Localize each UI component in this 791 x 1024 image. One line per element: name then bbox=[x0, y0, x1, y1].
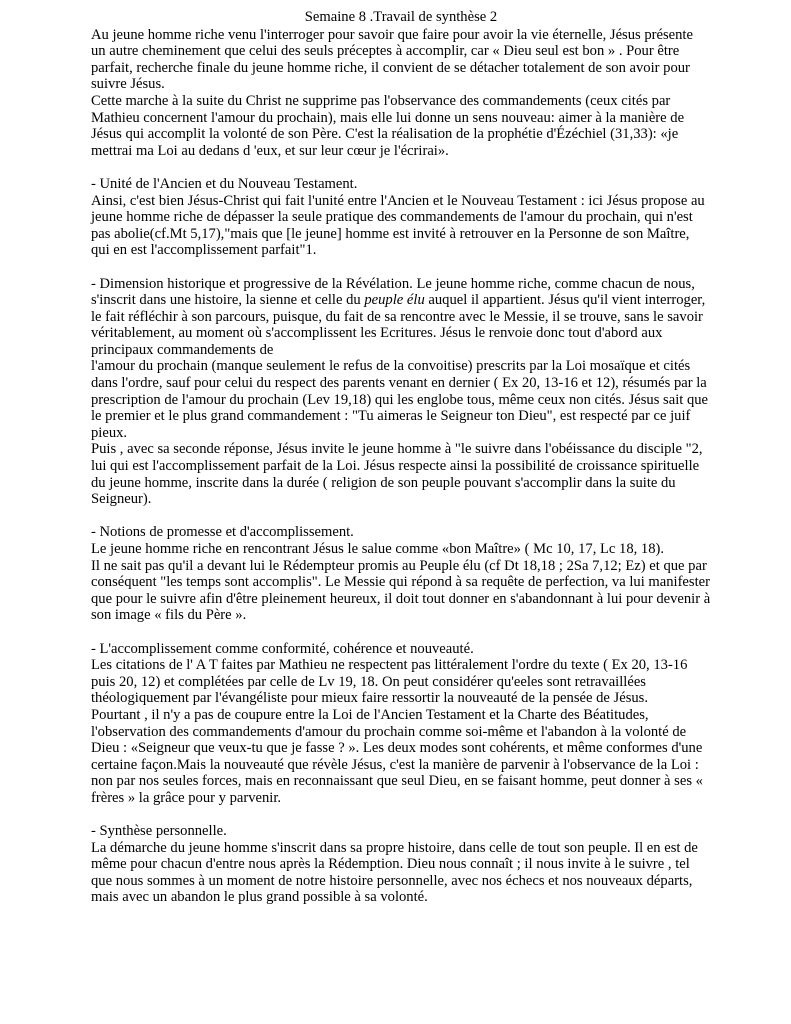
blank-line bbox=[91, 159, 711, 176]
paragraph-revelation bbox=[91, 276, 711, 359]
paragraph-good-master: Le jeune homme riche en rencontrant Jésus le salue comme «bon Maître» ( Mc 10, 17, Lc 18, 18). bbox=[91, 541, 665, 557]
paragraph-intro: Au jeune homme riche venu l'interroger pour savoir que faire pour avoir la vie éternelle, Jésus présente un autre cheminement que celui des seuls préceptes à accomplir, car « Dieu seul est bon » . Pour être parfait, recherche finale du jeune homme riche, il convient de se détacher totalement de son avoir pour suivre Jésus. bbox=[91, 26, 693, 93]
paragraph-second-answer: Puis , avec sa seconde réponse, Jésus invite le jeune homme à "le suivre dans l'obéissance du disciple "2, lui qui est l'accomplissement parfait de la Loi. Jésus respecte ainsi la possibilité de croissance spirituelle du jeune homme, inscrite dans la durée ( religion de son peuple pouvant s'accomplir dans la suite du Seigneur). bbox=[91, 441, 703, 508]
blank-line bbox=[91, 508, 711, 525]
section-heading-synthesis: - Synthèse personnelle. bbox=[91, 823, 227, 840]
document-title: Semaine 8 .Travail de synthèse 2 bbox=[304, 9, 498, 25]
paragraph-citations: Les citations de l' A T faites par Mathieu ne respectent pas littéralement l'ordre du texte ( Ex 20, 13-16 puis 20, 12) et complétées par celle de Lv 19, 18. On peut considérer qu'eeles sont retravaillées théologiquement par l'évangéliste pour mieux faire ressortir la nouveauté de la pensée de Jésus. bbox=[91, 657, 688, 707]
revelation-italic-phrase: peuple élu bbox=[364, 292, 425, 309]
section-heading-revelation: - Dimension historique et progressive de la Révélation. bbox=[91, 275, 413, 292]
paragraph-redeemer: Il ne sait pas qu'il a devant lui le Rédempteur promis au Peuple élu (cf Dt 18,18 ; 2Sa 7,12; Ez) et que par conséquent "les temps sont accomplis". Le Messie qui répond à sa requête de perfection, va lui manifester que pour le suivre afin d'être pleinement heureux, il doit tout donner en s'abandonnant à lui pour devenir à son image « fils du Père ». bbox=[91, 557, 711, 624]
paragraph-beatitudes: Pourtant , il n'y a pas de coupure entre la Loi de l'Ancien Testament et la Charte des Béatitudes, l'observation des commandements d'amour du prochain comme soi-même et l'abandon à la volonté de Dieu : «Seigneur que veux-tu que je fasse ? ». Les deux modes sont cohérents, et même conformes d'une certaine façon.Mais la nouveauté que révèle Jésus, c'est la manière de parvenir à l'observance de la Loi : non par nos seules forces, mais en reconnaissant que seul Dieu, en se faisant homme, peut donner à ses « frères » la grâce pour y parvenir. bbox=[91, 706, 703, 806]
paragraph-unity: Ainsi, c'est bien Jésus-Christ qui fait l'unité entre l'Ancien et le Nouveau Testament : ici Jésus propose au jeune homme riche de dépasser la seule pratique des commandements de l'amour du prochain, qui n'est pas abolie(cf.Mt 5,17),"mais que [le jeune] homme est invité à retrouver en la Personne de son Maître, qui en est l'accomplissement parfait"1. bbox=[91, 192, 705, 259]
paragraph-commandments: Cette marche à la suite du Christ ne supprime pas l'observance des commandements (ceux cités par Mathieu concernent l'amour du prochain), mais elle lui donne un sens nouveau: aimer à la manière de Jésus qui accomplit la volonté de son Père. C'est la réalisation de la prophétie d'Ézéchiel (31,33): «je mettrai ma Loi au dedans d 'eux, et sur leur cœur je l'écrirai». bbox=[91, 92, 685, 159]
document-page bbox=[91, 9, 711, 906]
blank-line bbox=[91, 807, 711, 824]
paragraph-love-neighbor: l'amour du prochain (manque seulement le refus de la convoitise) prescrits par la Loi mosaïque et cités dans l'ordre, sauf pour celui du respect des parents venant en dernier ( Ex 20, 13-16 et 12), résumés par la prescription de l'amour du prochain (Lev 19,18) qui les englobe tous, même ceux non cités. Jésus sait que le premier et le plus grand commandement : "Tu aimeras le Seigneur ton Dieu", est respecté par ce juif pieux. bbox=[91, 358, 709, 441]
section-heading-promise: - Notions de promesse et d'accomplissement. bbox=[91, 524, 354, 541]
paragraph-synthesis: La démarche du jeune homme s'inscrit dans sa propre histoire, dans celle de tout son peuple. Il en est de même pour chacun d'entre nous après la Rédemption. Dieu nous connaît ; il nous invite à le suivre , tel que nous sommes à un moment de notre histoire personnelle, avec nos échecs et nos nouveaux départs, mais avec un abandon le plus grand possible à sa volonté. bbox=[91, 839, 698, 906]
section-heading-fulfilment: - L'accomplissement comme conformité, cohérence et nouveauté. bbox=[91, 640, 474, 657]
revelation-text-start: Le jeune homme riche, comme chacun de nous, s'inscrit dans une histoire, la sienne et celle du bbox=[91, 275, 695, 309]
blank-line bbox=[91, 624, 711, 641]
blank-line bbox=[91, 259, 711, 276]
revelation-text-end: auquel il appartient. Jésus qu'il vient interroger, le fait réfléchir à son parcours, puisque, du fait de sa rencontre avec le Messie, il se trouve, sans le savoir véritablement, au moment où s'accomplissent les Ecritures. Jésus le renvoie donc tout d'abord aux principaux commandements de bbox=[91, 292, 706, 358]
section-heading-unity: - Unité de l'Ancien et du Nouveau Testament. bbox=[91, 175, 358, 192]
